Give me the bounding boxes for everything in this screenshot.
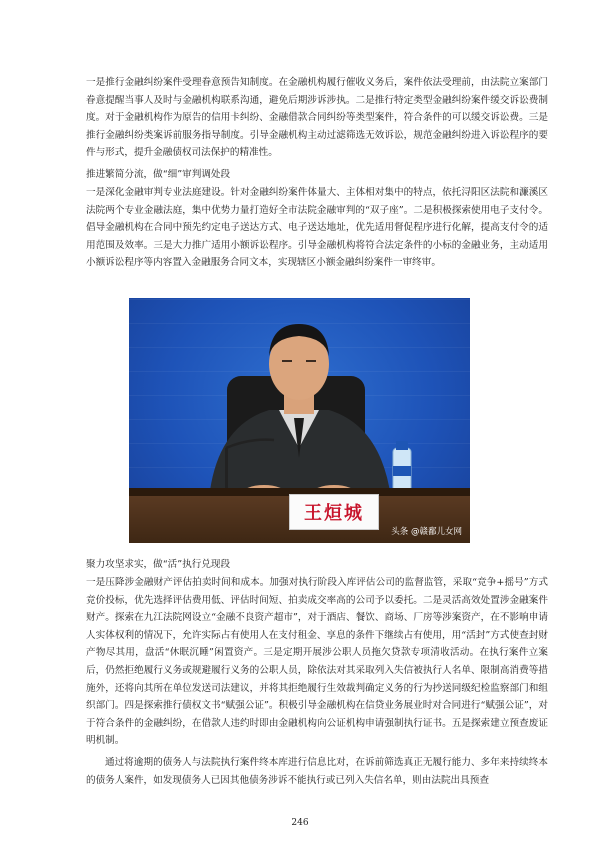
section-heading-execution: 聚力攻坚求实，做“活”执行兑现段 xyxy=(86,559,231,570)
page-number: 246 xyxy=(291,818,309,828)
paragraph-2: 一是深化金融审判专业法庭建设。针对金融纠纷案件体量大、主体相对集中的特点，依托浔阳区法院和濂溪区法院两个专业金融法庭，集中优势力量打造好全市法院金融审判的“双子座”。二是积极探索使用电子支付令。倡导金融机构在合同中预先约定电子送达方式、电子送达地址，优先适用督促程序进行化解，提高支付令的适用范围及效率。三是大力推广适用小额诉讼程序。引导金融机构将符合法定条件的小标的金融业务，主动适用小额诉讼程序等内容置入金融服务合同文本，实现辖区小额金融纠纷案件一审终审。 xyxy=(86,187,548,269)
paragraph-4: 通过将逾期的债务人与法院执行案件终本库进行信息比对，在诉前筛选真正无履行能力、多年来持续终本的债务人案件，如发现债务人已因其他债务涉诉不能执行或已列入失信名单，则由法院出具预查 xyxy=(86,757,548,786)
paragraph-3: 一是压降涉金融财产评估拍卖时间和成本。加强对执行阶段入库评估公司的监督监管，采取“竞争+摇号”方式竞价投标，优先选择评估费用低、评估时间短、拍卖成交率高的公司予以委托。二是灵活高效处置涉金融案件财产。探索在九江法院网设立“金融不良资产超市”，对于酒店、餐饮、商场、厂房等涉案资产，在不影响申请人实体权利的情况下，允许实际占有使用人在支付租金、享息的条件下继续占有使用，用“活封”方式使查封财产物尽其用，盘活“休眠沉睡”闲置资产。三是定期开展涉公职人员拖欠贷款专项清收活动。在执行案件立案后，仍然拒绝履行义务或规避履行义务的公职人员，除依法对其采取列入失信被执行人名单、限制高消费等措施外，还将向其所在单位发送司法建议，并将其拒绝履行生效裁判确定义务的行为抄送同级纪检监察部门和组织部门。四是探索推行债权文书“赋强公证”。积极引导金融机构在信贷业务展业时对合同进行“赋强公证”，对于符合条件的金融纠纷，在借款人违约时即由金融机构向公证机构申请强制执行证书。五是探索建立预查废证明机制。 xyxy=(86,577,548,747)
photo-watermark: 头条 @赣鄱儿女网 xyxy=(391,527,462,537)
paragraph-1: 一是推行金融纠纷案件受理眷意预告知制度。在金融机构履行催收义务后，案件依法受理前，由法院立案部门眷意提醒当事人及时与金融机构联系沟通，避免后期涉诉涉执。二是推行特定类型金融纠纷案件缓交诉讼费制度。对于金融机构作为原告的信用卡纠纷、金融借款合同纠纷等类型案件，符合条件的可以缓交诉讼费。三是推行金融纠纷类案诉前服务指导制度。引导金融机构主动过滤筛选无效诉讼，规范金融纠纷进入诉讼程序的要件与形式，提升金融债权司法保护的精准性。 xyxy=(86,77,548,159)
nameplate: 王烜城 xyxy=(289,494,379,530)
news-photo xyxy=(129,298,470,543)
section-heading-trial: 推进繁简分流，做“细”审判调处段 xyxy=(86,169,231,180)
